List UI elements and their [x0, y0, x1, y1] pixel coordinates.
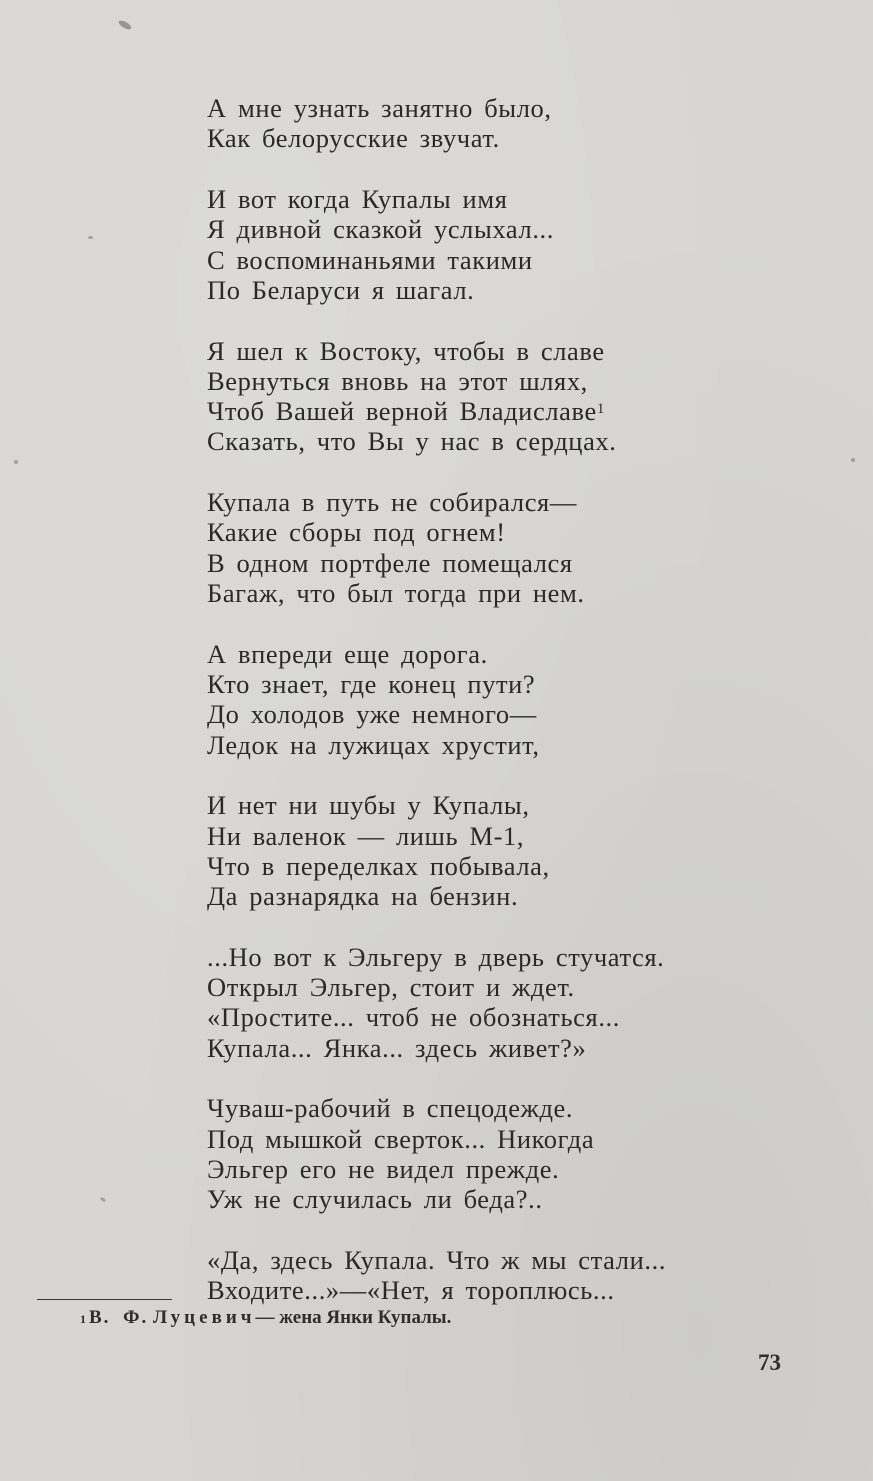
paper-speck [14, 460, 18, 464]
poem-line: И вот когда Купалы имя [207, 183, 508, 214]
stanza [207, 487, 767, 608]
poem-line: ...Но вот к Эльгеру в дверь стучатся. [207, 941, 665, 972]
stanza [207, 336, 767, 457]
footnote-number: 1 [80, 1312, 86, 1326]
poem-line: Купала в путь не собирался— [207, 487, 577, 518]
stanza [207, 184, 767, 305]
poem-line: Что в переделках побывала, [207, 850, 550, 881]
paper-speck [117, 19, 132, 31]
poem-line: Багаж, что был тогда при нем. [207, 578, 585, 609]
footnote [80, 1305, 451, 1331]
stanza [207, 1245, 767, 1306]
poem-line: Какие сборы под огнем! [207, 517, 506, 548]
poem-line: Купала... Янка... здесь живет?» [207, 1032, 587, 1063]
footnote-initials: В. Ф. [89, 1307, 149, 1328]
poem-line-text: Чтоб Вашей верной Владиславе [207, 396, 597, 427]
poem-line: Я дивной сказкой услыхал... [207, 214, 555, 245]
stanza [207, 942, 767, 1063]
poem-line: «Да, здесь Купала. Что ж мы стали... [207, 1245, 667, 1276]
paper-speck [851, 458, 855, 462]
footnote-marker: 1 [596, 401, 605, 418]
stanza [207, 1093, 767, 1214]
poem-line: Ни валенок — лишь М-1, [207, 820, 525, 851]
poem-line: Я шел к Востоку, чтобы в славе [207, 335, 605, 366]
poem-line: Открыл Эльгер, стоит и ждет. [207, 972, 575, 1003]
poem-line: Сказать, что Вы у нас в сердцах. [207, 426, 617, 457]
poem-line: Ледок на лужицах хрустит, [207, 729, 540, 760]
poem-line: Входите...»—«Нет, я тороплюсь... [207, 1275, 615, 1306]
poem [207, 93, 767, 1306]
page-number: 73 [758, 1350, 781, 1375]
poem-line: А мне узнать занятно было, [207, 93, 552, 123]
poem-line: А впереди еще дорога. [207, 638, 488, 669]
poem-line: Да разнарядка на бензин. [207, 881, 519, 912]
poem-line: Под мышкой сверток... Никогда [207, 1123, 595, 1154]
footnote-surname: Луцевич [153, 1307, 256, 1328]
poem-line: До холодов уже немного— [207, 699, 537, 730]
poem-line: Эльгер его не видел прежде. [207, 1154, 560, 1185]
poem-line: Уж не случилась ли беда?.. [207, 1184, 543, 1215]
poem-line: Как белорусские звучат. [207, 123, 500, 154]
poem-line: И нет ни шубы у Купалы, [207, 790, 530, 821]
footnote-divider [37, 1299, 172, 1300]
poem-line: В одном портфеле помещался [207, 547, 573, 578]
poem-line: Кто знает, где конец пути? [207, 669, 536, 700]
poem-line: С воспоминаньями такими [207, 244, 533, 275]
poem-line: По Беларуси я шагал. [207, 274, 475, 305]
stanza [207, 93, 767, 154]
stanza [207, 639, 767, 760]
poem-line: Вернуться вновь на этот шлях, [207, 365, 588, 396]
poem-line: «Простите... чтоб не обознаться... [207, 1002, 621, 1033]
footnote-text: — жена Янки Купалы. [255, 1307, 452, 1328]
stanza [207, 790, 767, 911]
poem-line-with-footnote [207, 396, 767, 426]
paper-speck [88, 236, 93, 239]
paper-speck [100, 1197, 107, 1203]
poem-line: Чуваш-рабочий в спецодежде. [207, 1093, 574, 1124]
